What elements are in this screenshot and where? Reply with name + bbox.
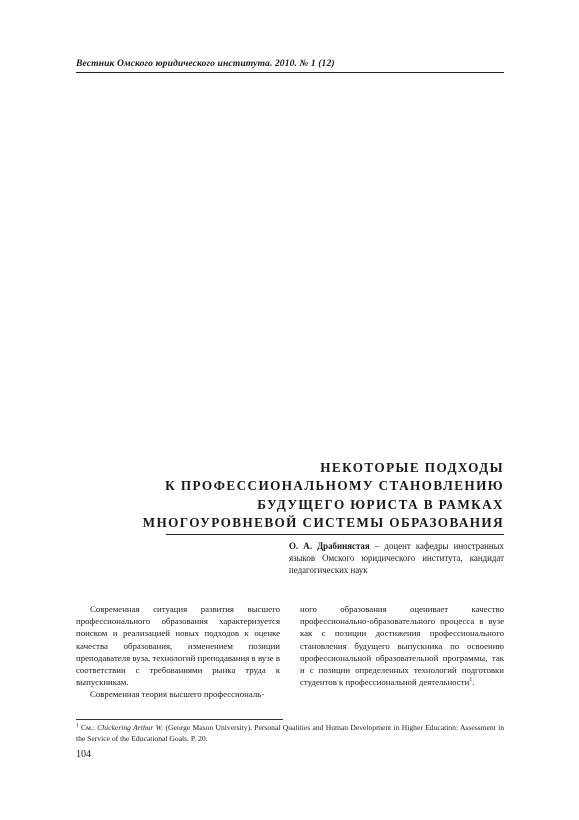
paragraph: Современная теория высшего профессиональ- xyxy=(90,689,265,700)
body-column-right xyxy=(300,603,504,688)
title-divider xyxy=(166,534,504,535)
paragraph xyxy=(300,603,504,688)
footnote-ref: 1 xyxy=(469,677,473,684)
author-block xyxy=(289,540,504,576)
body-column-left xyxy=(76,603,280,701)
article-title xyxy=(64,459,504,533)
title-line-4: МНОГОУРОВНЕВОЙ СИСТЕМЫ ОБРАЗОВАНИЯ xyxy=(142,515,504,531)
footnote-author: Chickering Arthur W. xyxy=(97,723,164,732)
title-line-1: НЕКОТОРЫЕ ПОДХОДЫ xyxy=(320,460,504,475)
footnote-prefix: См.: xyxy=(78,723,98,732)
journal-header: Вестник Омского юридического института. 2010. № 1 (12) xyxy=(76,58,335,69)
footnote-mark: 1 xyxy=(76,722,79,729)
paragraph-end: . xyxy=(472,677,475,688)
page-number: 104 xyxy=(76,749,91,760)
footnote-text: (George Mason University). Personal Qualities and Human Development in Higher Education: Assessment in the Service of the Educational Goals. P. 20. xyxy=(76,723,505,743)
paragraph-text: ного образования оценивает качество профессионально-образовательного процесса в вузе как с позиции достижения профессионального становления будущего выпускника по освоению профессиональной образовательной программы, так и с позиции определенных технологий подготовки студентов к профессиональной деятельности xyxy=(300,604,504,688)
title-line-2: К ПРОФЕССИОНАЛЬНОМУ СТАНОВЛЕНИЮ xyxy=(165,478,504,494)
footnote-divider xyxy=(76,719,283,720)
footnote xyxy=(76,723,504,744)
author-name: О. А. Драбинястая xyxy=(289,541,370,551)
header-divider xyxy=(76,72,504,73)
paragraph: Современная ситуация развития высшего профессионального образования характеризуется поиском и реализацией новых подходов к оценке качества образования, изменением позиции преподавателя вуза, технологий преподавания в вузе в соответствии с требованиями рынка труда к выпускникам. xyxy=(76,604,280,688)
title-line-3: БУДУЩЕГО ЮРИСТА В РАМКАХ xyxy=(257,496,504,512)
author-info: – доцент кафедры иностранных языков Омского юридического института, кандидат педагогических наук xyxy=(289,541,504,575)
